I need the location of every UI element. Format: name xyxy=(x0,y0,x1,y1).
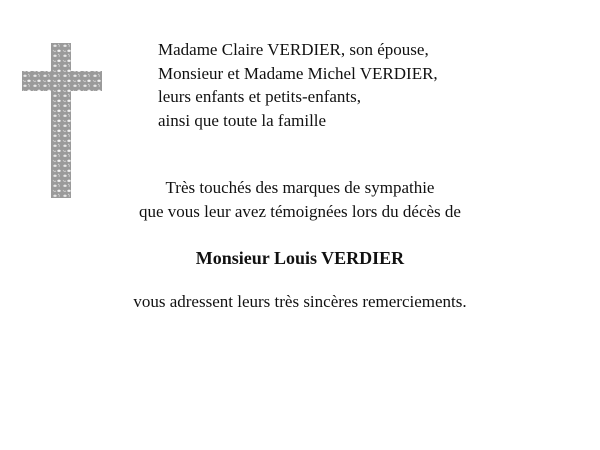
deceased-name: Monsieur Louis VERDIER xyxy=(195,248,405,268)
closing-line: vous adressent leurs très sincères remerciements. xyxy=(133,292,467,311)
thanks-line-2: que vous leur avez témoignées lors du décès de xyxy=(139,201,461,221)
family-line-widow: Madame Claire VERDIER, son épouse, xyxy=(158,40,429,59)
family-line-son: Monsieur et Madame Michel VERDIER, xyxy=(158,63,438,83)
thanks-intro xyxy=(0,176,600,223)
family-line-descendants: leurs enfants et petits-enfants, xyxy=(158,87,361,106)
family-line-whole-family: ainsi que toute la famille xyxy=(158,110,327,130)
family-signatories xyxy=(158,38,558,132)
patterned-cross-icon xyxy=(22,43,102,198)
thanks-line-1: Très touchés des marques de sympathie xyxy=(165,178,435,197)
